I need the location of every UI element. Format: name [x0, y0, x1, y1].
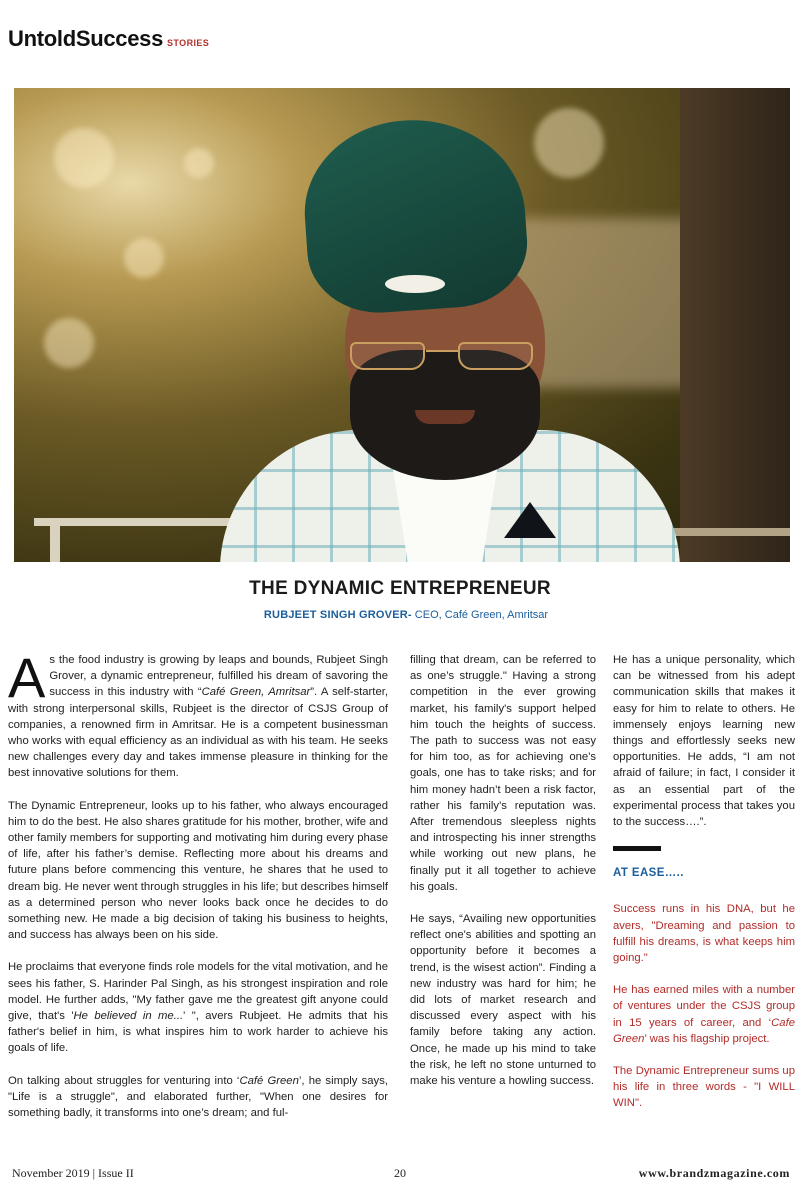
- article-byline: [0, 609, 800, 621]
- masthead: [8, 26, 209, 52]
- section-divider: [613, 846, 661, 851]
- article-column-1: [8, 646, 388, 1137]
- article-column-2: [410, 652, 596, 1105]
- page-number: 20: [394, 1166, 406, 1180]
- issue-info: November 2019 | Issue II: [12, 1166, 134, 1180]
- drop-cap: A: [8, 646, 46, 709]
- byline-name: RUBJEET SINGH GROVER-: [263, 609, 412, 621]
- hero-photo: [14, 88, 790, 562]
- sidebar-paragraph: He has earned miles with a number of ventures under the CSJS group in 15 years of career, and ‘Cafe Green’ was his flagship project.: [613, 984, 795, 1045]
- sidebar-paragraph: The Dynamic Entrepreneur sums up his life in three words - "I WILL WIN".: [613, 1065, 795, 1110]
- article-column-3: [613, 652, 795, 1128]
- paragraph: As the food industry is growing by leaps and bounds, Rubjeet Singh Grover, a dynamic entrepreneur, fulfilled his dream of savoring the success in this industry with “Café Green, Amritsar”. A self-starter, with strong interpersonal skills, Rubjeet is the director of CSJS Group of companies, a renowned firm in Amritsar. He is a competent businessman who works with equal efficiency as an individual as with his team. He seeks new challenges every day and takes immense pleasure in thinking for the best innovative solutions for them.: [8, 646, 388, 780]
- section-label: STORIES: [167, 38, 210, 48]
- paragraph: On talking about struggles for venturing into ‘Café Green’, he simply says, "Life is a struggle", and elaborated further, "When one desires for something badly, it transforms into one’s dream; and ful-: [8, 1074, 388, 1120]
- sidebar-paragraph: Success runs in his DNA, but he avers, "Dreaming and passion to fulfill his dreams, is what keeps him going.": [613, 903, 795, 965]
- paragraph: The Dynamic Entrepreneur, looks up to his father, who always encouraged him to do the best. He also shares gratitude for his mother, brother, wife and other family members for supporting and motivating him during every phase of life, after his father’s demise. Reflecting more about his dreams and future plans before commencing this venture, he shares that he used to dream big. He never went through struggles in his life; but describes himself as a determined person who never looks back once he decides to do something new. He made a big decision of taking his business to heights, and success has always been on his side.: [8, 799, 388, 942]
- paragraph: He has a unique personality, which can be witnessed from his adept communication skills that makes it easy for him to relate to others. He immensely enjoys learning new things and effortlessly seeks new opportunities. He adds, “I am not afraid of failure; in fact, I consider it as an essential part of the experimental process that takes you to the success….”.: [613, 654, 795, 829]
- paragraph: filling that dream, can be referred to as one’s struggle." Having a strong competition in the ever growing market, his family's support helped him touch the heights of success. The path to success was not easy for him too, as for achieving one's goals, one has to take risks; and for him money hadn’t been a risk factor, rather his family's reputation was. After tremendous sleepless nights and introspecting his inner strengths while working out new plans, he finally put it all together to achieve his goals.: [410, 654, 596, 893]
- page-footer: [0, 1166, 800, 1188]
- sidebar-heading: AT EASE…..: [613, 867, 684, 880]
- portrait-figure: [210, 110, 690, 562]
- paragraph: He says, “Availing new opportunities reflect one's abilities and spotting an opportunity before it becomes a trend, is the wisest action”. Finding a new industry was hard for him; he did lots of market research and discussed every aspect with his family before taking any action. Once, he made up his mind to take the risk, he left no stone unturned to make his venture a howling success.: [410, 913, 596, 1088]
- byline-role: CEO, Café Green, Amritsar: [411, 609, 549, 621]
- article-headline: THE DYNAMIC ENTREPRENEUR: [249, 578, 551, 599]
- paragraph: He proclaims that everyone finds role models for the vital motivation, and he sees his father, S. Harinder Pal Singh, as his strongest inspiration and role model. He further adds, "My father gave me the greatest gift anyone could give, that's 'He believed in me...' ", avers Rubjeet. He admits that his father's belief in him, is what inspires him to work harder to achieve his goals of life.: [8, 961, 388, 1055]
- magazine-title: UntoldSuccess: [8, 26, 164, 51]
- website-url: www.brandzmagazine.com: [638, 1166, 790, 1180]
